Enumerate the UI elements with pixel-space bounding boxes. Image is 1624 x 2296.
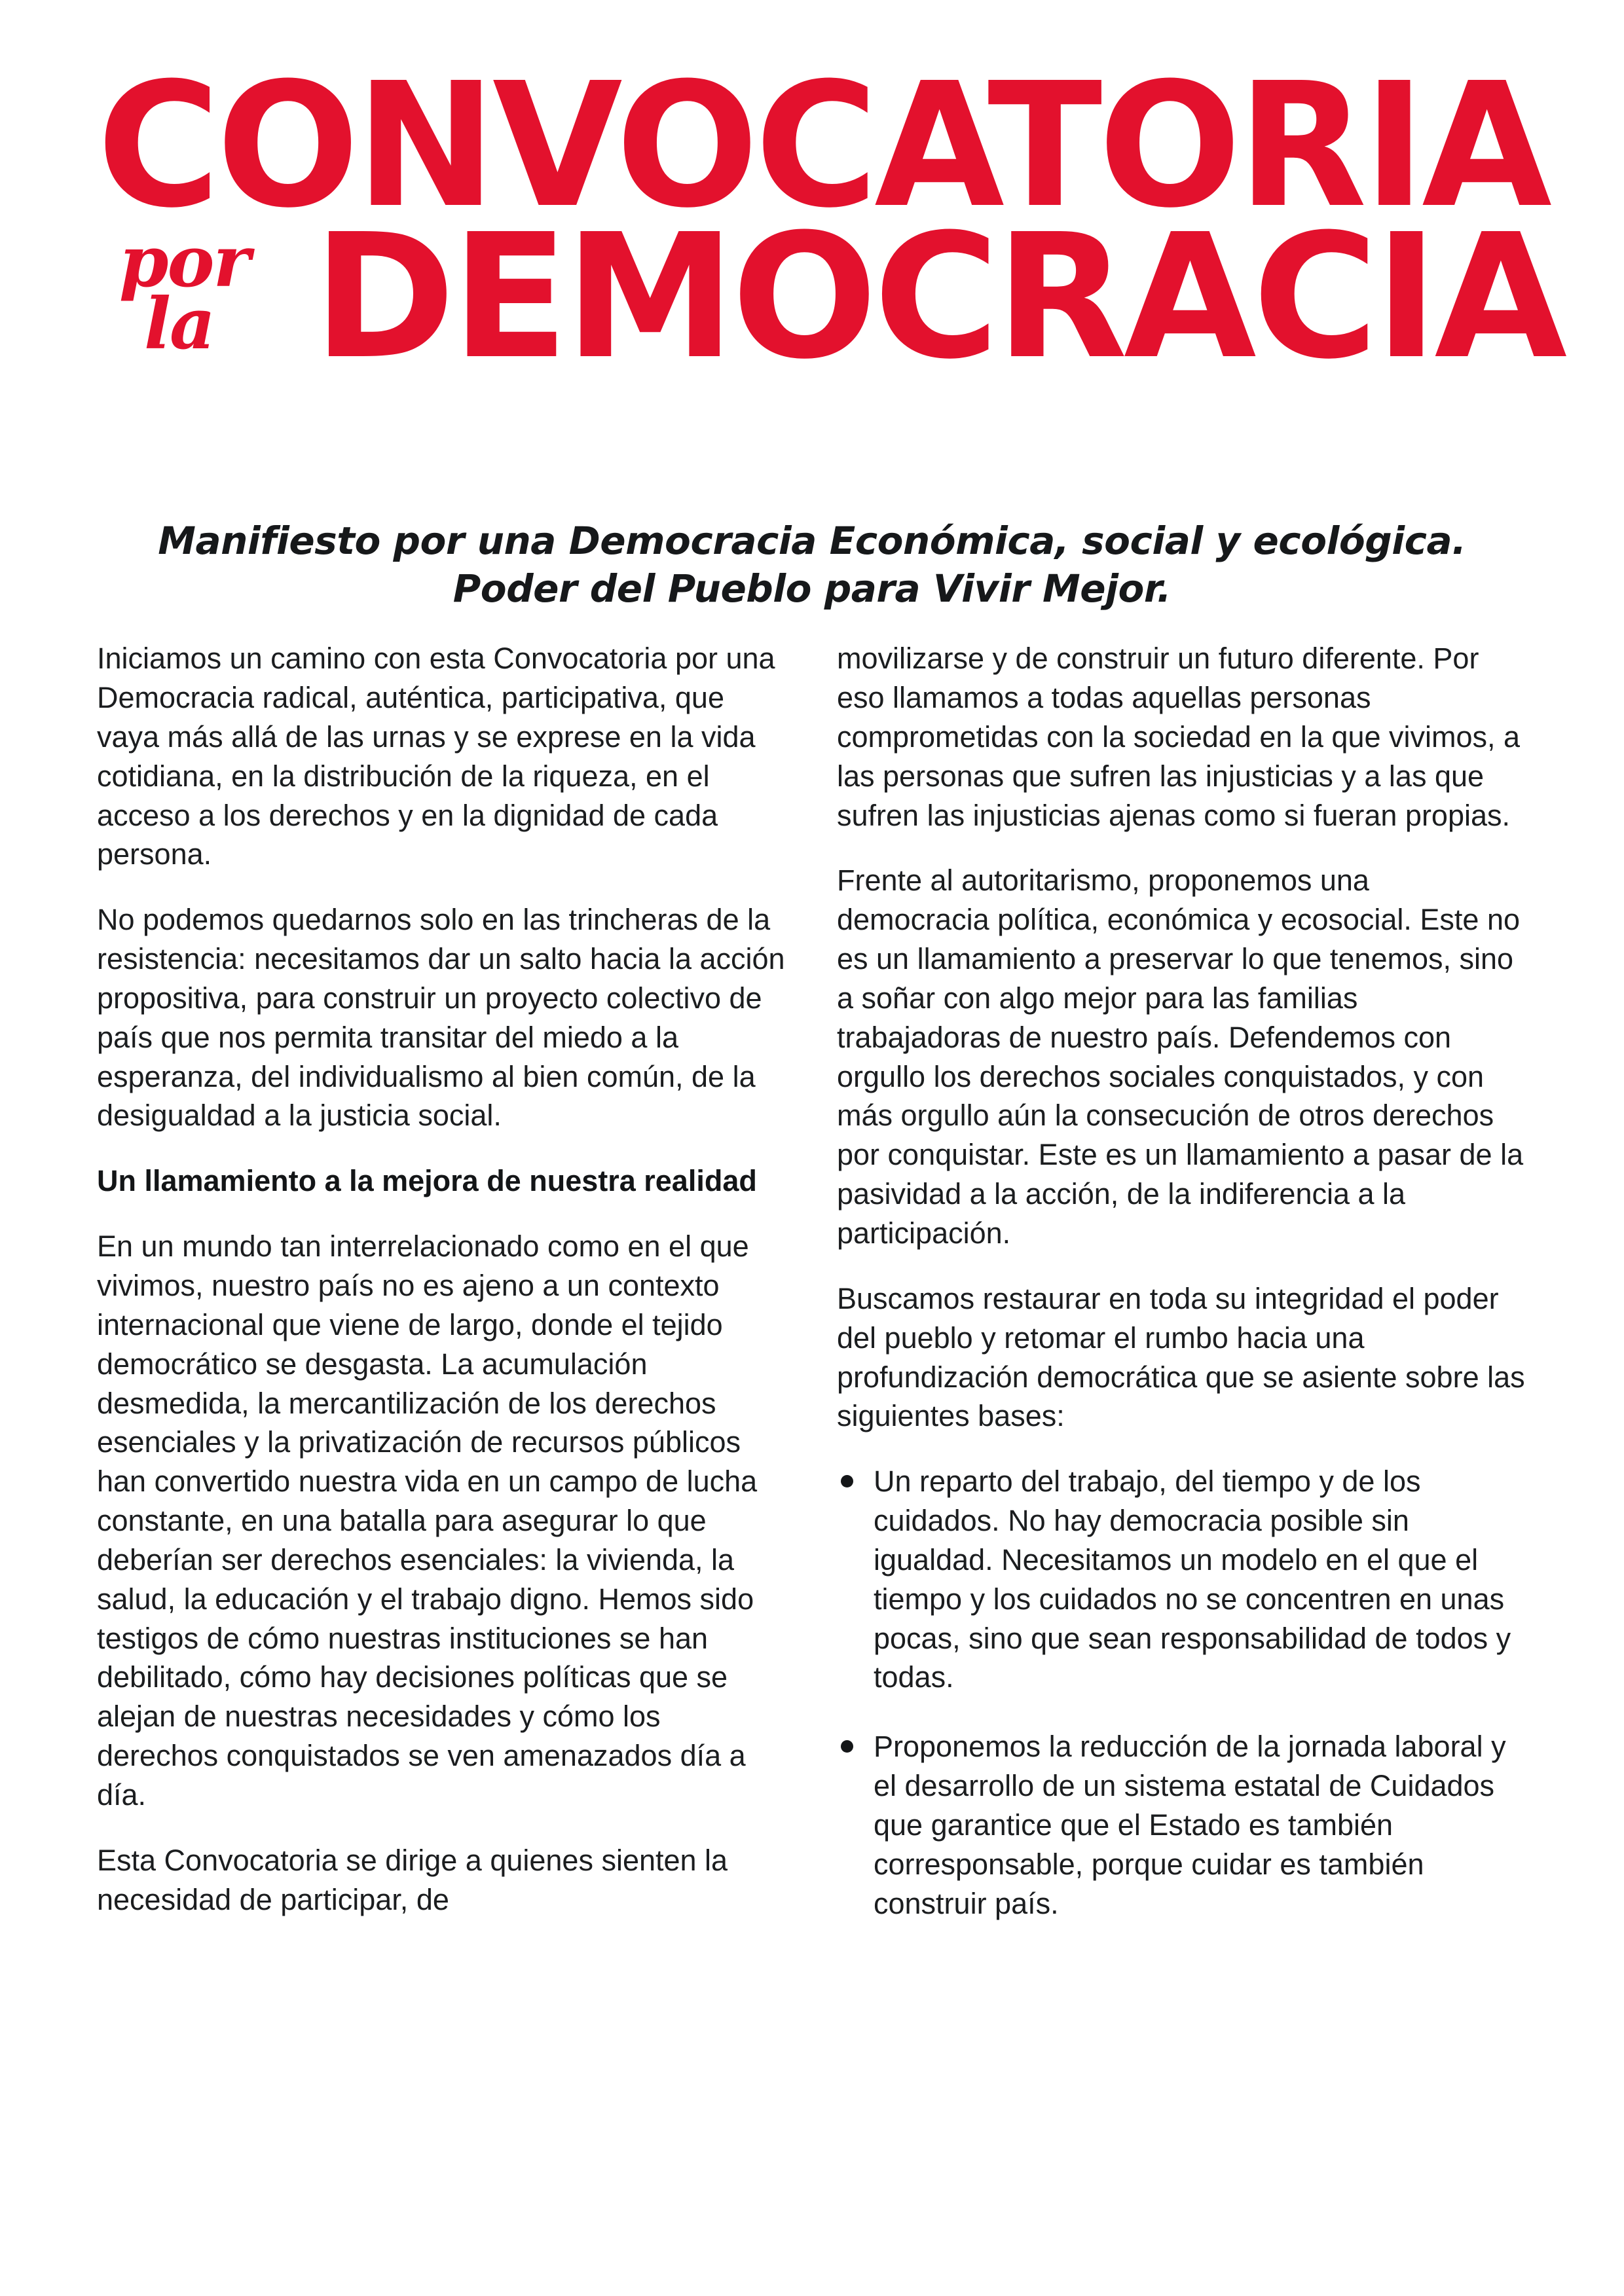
title-script-word-la: la — [144, 283, 215, 366]
bullet-dot-icon — [841, 1475, 853, 1487]
subtitle — [97, 517, 1527, 613]
title-script-word-por: por — [119, 221, 249, 304]
list-item — [837, 1462, 1527, 1697]
right-column — [837, 639, 1527, 1923]
list-item-text: Un reparto del trabajo, del tiempo y de los cuidados. No hay democracia posible sin igualdad. Necesitamos un modelo en el que el tiempo y los cuidados no se concentren en unas pocas, sino que sean responsabilidad de todos y todas. — [874, 1465, 1511, 1694]
paragraph: En un mundo tan interrelacionado como en el que vivimos, nuestro país no es ajeno a un contexto internacional que viene de largo, donde el tejido democrático se desgasta. La acumulación desmedida, la mercantilización de los derechos esenciales y la privatización de recursos públicos han convertido nuestra vida en un campo de lucha constante, en una batalla para asegurar lo que deberían ser derechos esenciales: la vivienda, la salud, la educación y el trabajo digno. Hemos sido testigos de cómo nuestras instituciones se han debilitado, cómo hay decisiones políticas que se alejan de nuestras necesidades y cómo los derechos conquistados se ven amenazados día a día. — [97, 1230, 758, 1812]
paragraph: No podemos quedarnos solo en las trincheras de la resistencia: necesitamos dar un salto hacia la acción propositiva, para construir un proyecto colectivo de país que nos permita transitar del miedo a la esperanza, del individualismo al bien común, de la desigualdad a la justicia social. — [97, 903, 785, 1133]
list-item — [837, 1727, 1527, 1923]
body-columns — [97, 639, 1527, 1923]
title-script-por-la — [109, 221, 325, 366]
list-item-text: Proponemos la reducción de la jornada laboral y el desarrollo de un sistema estatal de Cuidados que garantice que el Estado es también corresponsable, porque cuidar es también construir país. — [874, 1730, 1506, 1920]
paragraph: Buscamos restaurar en toda su integridad el poder del pueblo y retomar el rumbo hacia una profundización democrática que se asiente sobre las siguientes bases: — [837, 1281, 1525, 1433]
title-line-democracia: DEMOCRACIA — [313, 197, 1564, 397]
title-line-convocatoria: CONVOCATORIA — [97, 46, 1549, 246]
title-second-row — [97, 197, 1564, 420]
paragraph: Frente al autoritarismo, proponemos una democracia política, económica y ecosocial. Este no es un llamamiento a preservar lo que tenemos, sino a soñar con algo mejor para las familias trabajadoras de nuestro país. Defendemos con orgullo los derechos sociales conquistados, y con más orgullo aún la consecución de otros derechos por conquistar. Este es un llamamiento a pasar de la pasividad a la acción, de la indiferencia a la participación. — [837, 864, 1524, 1250]
paragraph: Iniciamos un camino con esta Convocatoria por una Democracia radical, auténtica, participativa, que vaya más allá de las urnas y se exprese en la vida cotidiana, en la distribución de la riqueza, en el acceso a los derechos y en la dignidad de cada persona. — [97, 642, 775, 871]
left-column — [97, 639, 787, 1919]
bullet-dot-icon — [841, 1740, 853, 1753]
section-subheading: Un llamamiento a la mejora de nuestra realidad — [97, 1164, 757, 1198]
proposals-list — [837, 1462, 1527, 1923]
paragraph: Esta Convocatoria se dirige a quienes sienten la necesidad de participar, de — [97, 1843, 728, 1916]
paragraph: movilizarse y de construir un futuro diferente. Por eso llamamos a todas aquellas personas comprometidas con la sociedad en la que vivimos, a las personas que sufren las injusticias y a las que sufren las injusticias ajenas como si fueran propias. — [837, 642, 1521, 832]
masthead — [97, 46, 1564, 504]
subtitle-line-2: Poder del Pueblo para Vivir Mejor. — [452, 566, 1172, 611]
subtitle-line-1: Manifiesto por una Democracia Económica, social y ecológica. — [158, 519, 1466, 563]
